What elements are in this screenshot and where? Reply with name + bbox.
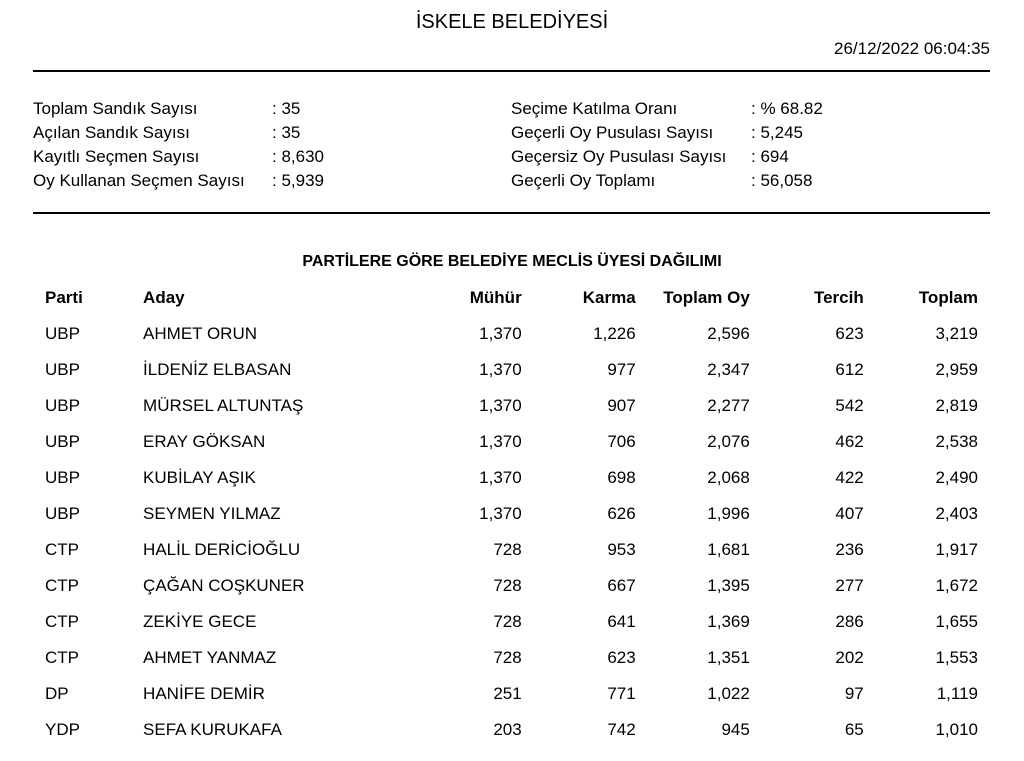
cell-parti: CTP <box>45 612 79 631</box>
table-row <box>33 424 990 460</box>
cell-toplam: 2,490 <box>935 468 978 487</box>
cell-tercih: 277 <box>835 576 864 595</box>
cell-toplam: 2,819 <box>935 396 978 415</box>
results-table <box>33 280 990 748</box>
cell-muhur: 1,370 <box>479 324 522 343</box>
stat-value: : 8,630 <box>272 147 324 166</box>
cell-parti: UBP <box>45 360 80 379</box>
cell-karma: 771 <box>607 684 636 703</box>
stat-label: Açılan Sandık Sayısı <box>33 123 190 142</box>
cell-aday: SEYMEN YILMAZ <box>143 504 281 523</box>
stat-label: Geçerli Oy Pusulası Sayısı <box>511 123 714 142</box>
table-row <box>33 316 990 352</box>
cell-aday: HALİL DERİCİOĞLU <box>143 540 301 559</box>
cell-toplam-oy: 2,076 <box>707 432 750 451</box>
cell-tercih: 65 <box>844 720 864 739</box>
stat-voters-who-voted <box>33 169 324 193</box>
cell-parti: UBP <box>45 468 80 487</box>
stat-value: : 5,939 <box>272 171 324 190</box>
cell-toplam: 1,553 <box>935 648 978 667</box>
table-row <box>33 532 990 568</box>
section-divider <box>33 212 990 214</box>
cell-karma: 907 <box>607 396 636 415</box>
column-header-parti: Parti <box>45 288 83 307</box>
stat-value: : 5,245 <box>751 123 803 142</box>
cell-tercih: 97 <box>844 684 864 703</box>
table-row <box>33 388 990 424</box>
cell-toplam: 2,959 <box>935 360 978 379</box>
stat-value: : % 68.82 <box>751 99 823 118</box>
cell-toplam-oy: 1,369 <box>707 612 750 631</box>
cell-muhur: 1,370 <box>479 468 522 487</box>
cell-parti: CTP <box>45 576 79 595</box>
cell-muhur: 1,370 <box>479 360 522 379</box>
stat-valid-ballots <box>511 121 823 145</box>
cell-muhur: 203 <box>493 720 522 739</box>
table-row <box>33 676 990 712</box>
cell-tercih: 462 <box>835 432 864 451</box>
table-row <box>33 352 990 388</box>
stat-value: : 35 <box>272 99 301 118</box>
stat-label: Toplam Sandık Sayısı <box>33 99 198 118</box>
table-row <box>33 640 990 676</box>
cell-aday: MÜRSEL ALTUNTAŞ <box>143 396 304 415</box>
cell-aday: AHMET YANMAZ <box>143 648 277 667</box>
report-timestamp: 26/12/2022 06:04:35 <box>834 39 990 58</box>
cell-toplam-oy: 2,347 <box>707 360 750 379</box>
cell-tercih: 623 <box>835 324 864 343</box>
cell-aday: HANİFE DEMİR <box>143 684 265 703</box>
stats-left-block <box>33 97 324 193</box>
cell-aday: ERAY GÖKSAN <box>143 432 266 451</box>
cell-parti: CTP <box>45 648 79 667</box>
cell-toplam-oy: 1,681 <box>707 540 750 559</box>
cell-tercih: 422 <box>835 468 864 487</box>
cell-aday: İLDENİZ ELBASAN <box>143 360 292 379</box>
cell-tercih: 236 <box>835 540 864 559</box>
table-row <box>33 460 990 496</box>
cell-toplam: 1,010 <box>935 720 978 739</box>
stat-label: Oy Kullanan Seçmen Sayısı <box>33 171 245 190</box>
stat-label: Geçerli Oy Toplamı <box>511 171 656 190</box>
cell-muhur: 728 <box>493 576 522 595</box>
cell-parti: DP <box>45 684 69 703</box>
page-title: İSKELE BELEDİYESİ <box>415 11 609 33</box>
table-row <box>33 604 990 640</box>
cell-muhur: 1,370 <box>479 432 522 451</box>
stat-value: : 56,058 <box>751 171 813 190</box>
column-header-muhur: Mühür <box>469 288 522 307</box>
cell-muhur: 728 <box>493 540 522 559</box>
column-header-toplam: Toplam <box>918 288 978 307</box>
cell-karma: 641 <box>607 612 636 631</box>
column-header-tercih: Tercih <box>813 288 864 307</box>
cell-muhur: 728 <box>493 648 522 667</box>
cell-parti: CTP <box>45 540 79 559</box>
cell-parti: YDP <box>45 720 80 739</box>
cell-parti: UBP <box>45 324 80 343</box>
top-divider <box>33 70 990 72</box>
cell-toplam: 1,917 <box>935 540 978 559</box>
stat-registered-voters <box>33 145 324 169</box>
cell-karma: 623 <box>607 648 636 667</box>
cell-karma: 977 <box>607 360 636 379</box>
stats-right-block <box>511 97 823 193</box>
cell-toplam-oy: 1,022 <box>707 684 750 703</box>
column-header-karma: Karma <box>582 288 636 307</box>
cell-tercih: 542 <box>835 396 864 415</box>
cell-toplam-oy: 945 <box>721 720 750 739</box>
cell-toplam: 1,655 <box>935 612 978 631</box>
cell-karma: 698 <box>607 468 636 487</box>
cell-muhur: 251 <box>493 684 522 703</box>
stat-invalid-ballots <box>511 145 823 169</box>
cell-parti: UBP <box>45 432 80 451</box>
cell-toplam-oy: 2,277 <box>707 396 750 415</box>
cell-karma: 667 <box>607 576 636 595</box>
cell-karma: 706 <box>607 432 636 451</box>
cell-muhur: 728 <box>493 612 522 631</box>
stat-value: : 694 <box>751 147 789 166</box>
stat-label: Kayıtlı Seçmen Sayısı <box>33 147 200 166</box>
cell-karma: 742 <box>607 720 636 739</box>
table-row <box>33 568 990 604</box>
cell-muhur: 1,370 <box>479 396 522 415</box>
cell-tercih: 612 <box>835 360 864 379</box>
stat-total-ballot-boxes <box>33 97 324 121</box>
cell-toplam: 3,219 <box>935 324 978 343</box>
cell-toplam: 1,119 <box>936 684 978 703</box>
cell-parti: UBP <box>45 504 80 523</box>
cell-aday: KUBİLAY AŞIK <box>143 468 256 487</box>
stat-label: Geçersiz Oy Pusulası Sayısı <box>511 147 727 166</box>
table-row <box>33 496 990 532</box>
cell-aday: SEFA KURUKAFA <box>143 720 282 739</box>
table-row <box>33 712 990 748</box>
stat-turnout-rate <box>511 97 823 121</box>
stat-label: Seçime Katılma Oranı <box>511 99 678 118</box>
cell-toplam: 2,538 <box>935 432 978 451</box>
stat-value: : 35 <box>272 123 301 142</box>
cell-aday: AHMET ORUN <box>143 324 258 343</box>
cell-toplam-oy: 1,996 <box>707 504 750 523</box>
cell-aday: ZEKİYE GECE <box>143 612 257 631</box>
cell-tercih: 407 <box>835 504 864 523</box>
cell-tercih: 286 <box>835 612 864 631</box>
cell-toplam-oy: 1,351 <box>707 648 750 667</box>
cell-aday: ÇAĞAN COŞKUNER <box>143 576 305 595</box>
cell-tercih: 202 <box>835 648 864 667</box>
cell-toplam-oy: 2,596 <box>707 324 750 343</box>
cell-muhur: 1,370 <box>479 504 522 523</box>
cell-karma: 1,226 <box>593 324 636 343</box>
cell-parti: UBP <box>45 396 80 415</box>
stat-opened-ballot-boxes <box>33 121 324 145</box>
section-title: PARTİLERE GÖRE BELEDİYE MECLİS ÜYESİ DAĞILIMI <box>302 253 722 270</box>
cell-toplam-oy: 1,395 <box>707 576 750 595</box>
cell-karma: 953 <box>607 540 636 559</box>
column-header-aday: Aday <box>143 288 185 307</box>
cell-toplam: 2,403 <box>935 504 978 523</box>
cell-karma: 626 <box>607 504 636 523</box>
cell-toplam-oy: 2,068 <box>707 468 750 487</box>
cell-toplam: 1,672 <box>935 576 978 595</box>
column-header-toplam-oy: Toplam Oy <box>663 288 750 307</box>
table-header-row <box>33 280 990 316</box>
stat-valid-vote-total <box>511 169 823 193</box>
